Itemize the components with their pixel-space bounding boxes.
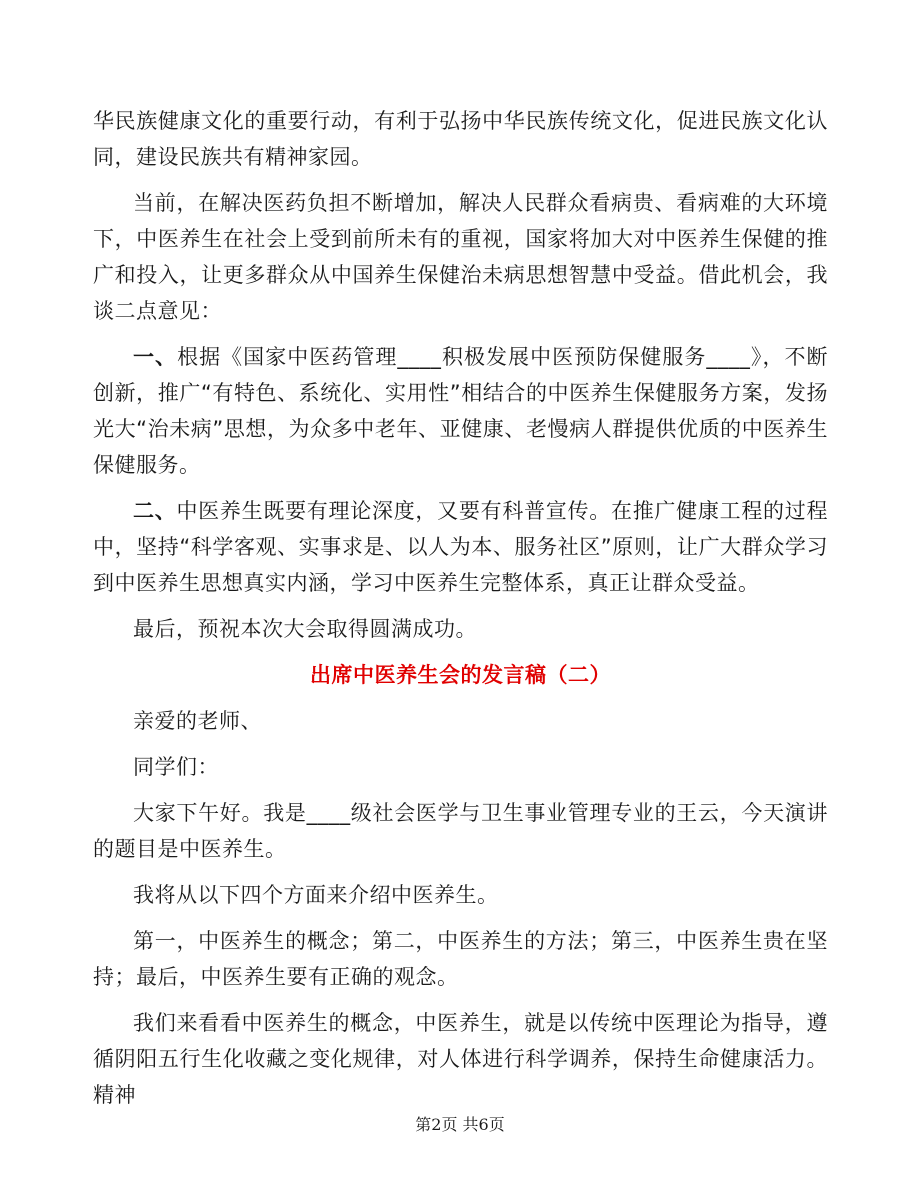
paragraph-point-one [93,339,828,483]
speech-introduction: 大家下午好。我是____级社会医学与卫生事业管理专业的王云，今天演讲的题目是中医养生。 [93,801,828,861]
point-one-marker: 一、 [133,345,178,369]
speech-outline-list: 第一，中医养生的概念；第二，中医养生的方法；第三，中医养生贵在坚持；最后，中医养生要有正确的观念。 [93,929,828,989]
speech-concept: 我们来看看中医养生的概念，中医养生，就是以传统中医理论为指导，遵循阴阳五行生化收藏之变化规律，对人体进行科学调养，保持生命健康活力。精神 [93,1011,828,1107]
point-two-text: 中医养生既要有理论深度，又要有科普宣传。在推广健康工程的过程中，坚持“科学客观、实事求是、以人为本、服务社区”原则，让广大群众学习到中医养生思想真实内涵，学习中医养生完整体系，真正让群众受益。 [93,499,828,595]
paragraph-context: 当前，在解决医药负担不断增加，解决人民群众看病贵、看病难的大环境下，中医养生在社会上受到前所未有的重视，国家将加大对中医养生保健的推广和投入，让更多群众从中国养生保健治未病思想智慧中受益。借此机会，我谈二点意见： [93,191,828,323]
paragraph-point-two [93,493,828,601]
point-two-marker: 二、 [133,499,177,523]
speech-greeting-teachers: 亲爱的老师、 [133,709,262,733]
speech-greeting-students: 同学们： [133,755,219,779]
paragraph-closing: 最后，预祝本次大会取得圆满成功。 [133,617,477,641]
speech-outline-intro: 我将从以下四个方面来介绍中医养生。 [133,883,499,907]
section-title: 出席中医养生会的发言稿（二） [310,663,611,687]
paragraph-continuation: 华民族健康文化的重要行动，有利于弘扬中华民族传统文化，促进民族文化认同，建设民族共有精神家园。 [93,109,828,169]
point-one-text: 根据《国家中医药管理____积极发展中医预防保健服务____》，不断创新，推广“有特色、系统化、实用性”相结合的中医养生保健服务方案，发扬光大“治未病”思想，为众多中老年、亚健康、老慢病人群提供优质的中医养生保健服务。 [93,345,829,477]
document-body [93,103,828,1123]
page-number: 第2页 共6页 [415,1115,505,1134]
